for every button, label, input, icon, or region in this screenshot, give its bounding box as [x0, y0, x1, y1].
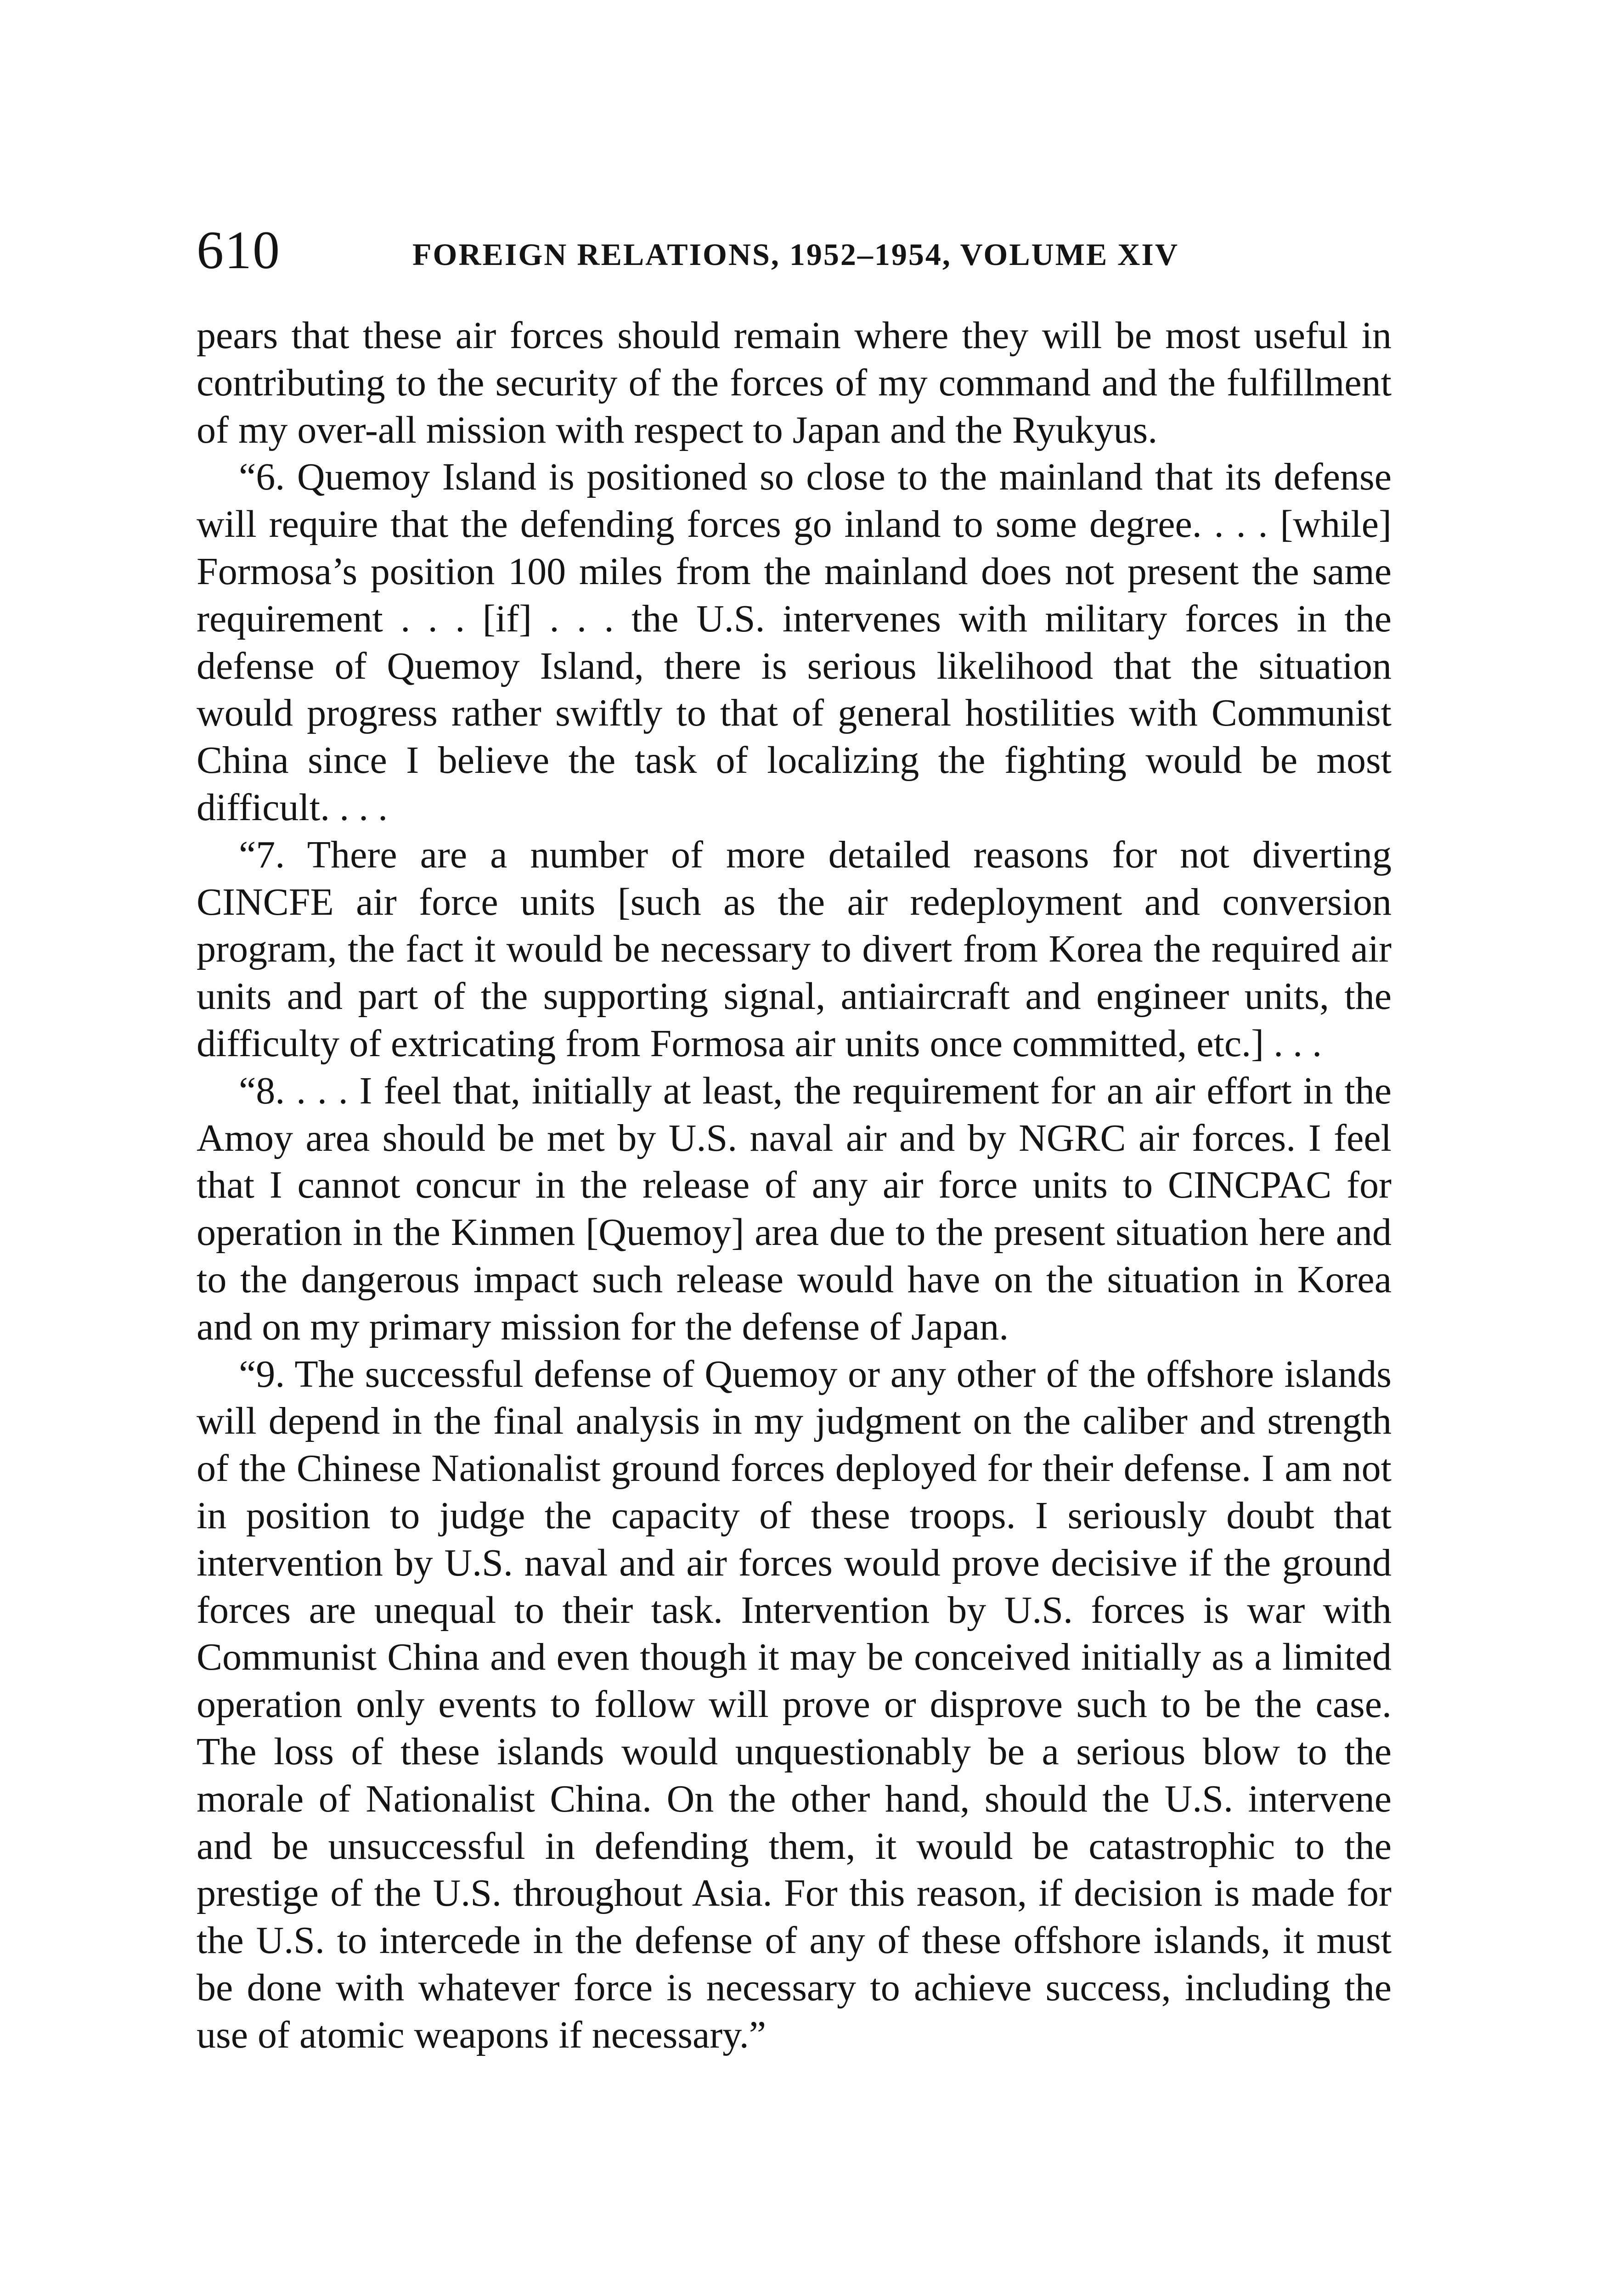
page-number: 610 [197, 220, 281, 280]
paragraph-7: “7. There are a number of more detailed reasons for not diverting CINCFE air force units [such as the air redeployment and conversion program, the fact it would be necessary to divert from Korea the required air units and part of the supporting signal, antiaircraft and engineer units, the difficulty of extricating from Formosa air units once committed, etc.] . . . [197, 833, 1392, 1065]
paragraph-6: “6. Quemoy Island is positioned so close to the mainland that its defense will require that the defending forces go inland to some degree. . . . [while] Formosa’s position 100 miles from the mainland does not present the same requirement . . . [if] . . . the U.S. intervenes with military forces in the defense of Quemoy Island, there is serious likelihood that the situation would progress rather swiftly to that of general hostilities with Communist China since I believe the task of localizing the fighting would be most difficult. . . . [197, 456, 1392, 829]
body-text [197, 312, 1392, 2059]
page-header [197, 216, 1391, 294]
paragraph-9: “9. The successful defense of Quemoy or any other of the offshore islands will depend in the final analysis in my judgment on the caliber and strength of the Chinese Nationalist ground forces deployed for their defense. I am not in position to judge the capacity of these troops. I seriously doubt that intervention by U.S. naval and air forces would prove decisive if the ground forces are unequal to their task. Intervention by U.S. forces is war with Communist China and even though it may be conceived initially as a limited operation only events to follow will prove or disprove such to be the case. The loss of these islands would unquestionably be a serious blow to the morale of Nationalist China. On the other hand, should the U.S. intervene and be unsuccessful in defending them, it would be catastrophic to the prestige of the U.S. throughout Asia. For this reason, if decision is made for the U.S. to intercede in the defense of any of these offshore islands, it must be done with whatever force is necessary to achieve success, including the use of atomic weapons if necessary.” [197, 1352, 1392, 2056]
running-head: FOREIGN RELATIONS, 1952–1954, VOLUME XIV [412, 237, 1179, 272]
paragraph-continued: pears that these air forces should remain where they will be most useful in contributing to the security of the forces of my command and the fulfillment of my over-all mission with respect to Japan and the Ryukyus. [197, 314, 1392, 451]
paragraph-8: “8. . . . I feel that, initially at least, the requirement for an air effort in the Amoy area should be met by U.S. naval air and by NGRC air forces. I feel that I cannot concur in the release of any air force units to CINCPAC for operation in the Kinmen [Quemoy] area due to the present situation here and to the dangerous impact such release would have on the situation in Korea and on my primary mission for the defense of Japan. [197, 1069, 1392, 1348]
